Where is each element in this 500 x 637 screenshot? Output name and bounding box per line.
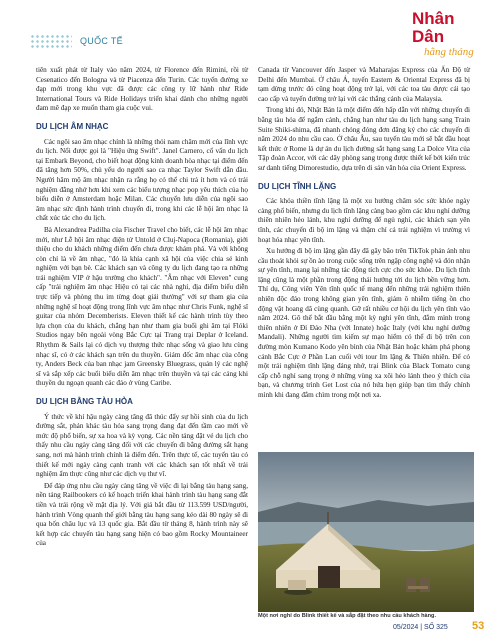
paragraph: Các ngôi sao âm nhạc chính là những thỏi nam châm mới của lĩnh vực du lịch. Nổi được gọi là "Hiệu ứng Swift". Janel Carnero, cố vấn du lịch tại Embark Beyond, cho biết hoạt động kinh doanh hòa nhạc tại điểm đến đã tăng hơn 50%, chủ yếu do người sao ca nhạc Taylor Swift dẫn đầu. Người hâm mộ âm nhạc nhận ra rằng họ có thể chi trả ít hơn và có trải nghiệm đẳng nhớ hơn khi xem các biểu tượng nhạc pop yêu thích của họ biểu diễn ở Amsterdam hoặc Milan. Các chuyến lưu diễn của ngôi sao âm nhạc sức định hành trình chuyến đi, trong khi các lễ hội âm nhạc là chất xúc tác cho du lịch. — [36, 137, 248, 223]
separator: | — [420, 624, 425, 631]
logo-title: Nhân Dân — [412, 9, 455, 46]
photo-caption: Một nơi nghỉ do Blink thiết kế và sắp đặt theo nhu cầu khách hàng. — [258, 613, 437, 619]
paragraph: Xu hướng đi bộ im lặng gần đây đã gây bão trên TikTok phản ánh nhu cầu thoát khỏi sự ồn ào trong cuộc sống trên ngập công nghệ và đón nhận sự yên tĩnh, mang lại những tác động tích cực cho sức khỏe. Du lịch tĩnh lặng cũng là một phần trong động thái hướng tới du lịch bền vững hơn. Thí dụ, Công viên Yên tĩnh quốc tế mang đến những trải nghiệm thiên nhiên độc đáo trong không gian yên tĩnh, giảm ô nhiễm tiếng ồn cho động vật hoang dã cùng quanh. Gỡ rất nhiều cơ hội du lịch yên tĩnh vào năm 2024. Gõ thể bắt đầu bằng một kỳ nghỉ yên tĩnh, đắm mình trong thiên nhiên ở Đỉ Đảo Nha (với Innate) hoặc Italy (với khu nghỉ dưỡng Mandali). Những người tìm kiếm sự mạo hiểm có thể đi bộ trên con đường mòn Kumano Kodo yên bình của Nhật Bản hoặc khám phá phong cảnh Bắc Cực ở Phần Lan cuối với tour Im lặng & Thiên nhiên. Để có một trải nghiệm tĩnh lặng đáng nhớ, trại Blink của Black Tomato cung cấp chỗ nghỉ sang trọng ở những vùng xa xôi hẻo lánh theo ý thích của bạn, và chương trình Get Lost của nó hứa hẹn giúp bạn tìm thấy chính mình khi đang đắm chìm trong một nơi xa. — [258, 247, 470, 399]
glamping-photo — [258, 452, 474, 612]
decorative-dots — [30, 34, 72, 48]
paragraph: Bà Alexandrea Padilha của Fischer Travel cho biết, các lễ hội âm nhạc mới, như Lễ hội âm nhạc điện tử Untold ở Cluj-Napoca (Romania), giới thiệu cho du khách những điểm đến chưa được khám phá. Và với không còn chỉ là về âm nhạc, "đó là khía cạnh xã hội của việc chia sẻ kinh nghiệm với bạn bè. Các khách sạn và công ty du lịch đang tạo ra những trải nghiệm VIP ở hậu trường cho khách". "Âm nhạc với Eleven" cung cấp "trải nghiệm âm nhạc Hiệu có tại các nhà nghỉ, địa điểm biểu diễn trực tiếp và phòng thu im từng đoạt giải thưởng" với sự tham gia của những nghệ sĩ hoạt động trong lĩnh vực âm nhạc như Chris Funk, nghệ sĩ guitar của nhóm Decemberists. Eleven thiết kế các hành trình tùy theo lựa chọn của du khách, chẳng hạn như tham gia buổi ghi âm tại Flóki Studios ngay bên ngoài vòng Bắc Cực tại Trang trại Deplar ở Iceland. Rhythm & Sails lại có dịch vụ thượng thức nhạc sống và giao lưu cùng nhạc sĩ, có ở các khách sạn trên du thuyền. Giám đốc âm nhạc của công ty, Anders Beck của ban nhạc jam Greensky Bluegrass, quản lý các nghệ sĩ và sắp xếp các buổi biểu diễn âm nhạc trên thuyền và tại các cảng khi thuyền du ngoạn quanh các đảo ở vùng Caribe. — [36, 225, 248, 388]
issue-info — [393, 624, 448, 631]
paragraph: Để đáp ứng nhu cầu ngày càng tăng về việc đi lại bằng tàu hạng sang, nền tảng Railbookers có kế hoạch triển khai hành trình tàu hạng sang đắt tiền và trải rộng về mặt địa lý. Với giá bắt đầu từ 113.599 USD/người, hành trình Vòng quanh thế giới bằng tàu hạng sang kéo dài 80 ngày sẽ đi qua bốn châu lục và 13 quốc gia. Bắt đầu từ tháng 8, hành trình này sẽ kết hợp các chuyến tàu hạng sang hiện có bao gồm Rocky Mountaineer của — [36, 481, 248, 548]
paragraph: Trong khi đó, Nhật Bản là một điểm đến hấp dẫn với những chuyến đi bằng tàu hỏa để ngắm cảnh, chẳng hạn như tàu du lịch hạng sang Train Suite Shiki-shima, đã nhanh chóng đóng đơn đăng ký cho các chuyến đi năm 2024 do nhu cầu cao. Ở châu Âu, sau tuyến tàu mới sẽ bắt đầu hoạt kết thức ở Rome là dự án du lịch đường sắt hạng sang La Dolce Vita của Tập đoàn Accor, với các dãy phòng sang trọng được thiết kế bởi kiến trúc sư danh tiếng Dimorestudio, dựa trên di sản văn hóa của Orient Express. — [258, 106, 470, 172]
page-header — [0, 0, 500, 68]
publication-logo — [412, 9, 482, 58]
paragraph: Các khóa thiền tĩnh lặng là một xu hướng chăm sóc sức khỏe ngày càng phổ biến, nhưng du lịch tĩnh lặng càng bao gồm các khu nghỉ dưỡng thiên nhiên hẻo lánh, khu nghỉ dưỡng để ngủ nghỉ, các khách sạn yên tĩnh, các chuyến đi bộ im lặng và thậm chí cả trải nghiệm vì trường vì hoạt hóa nhạc yên tĩnh. — [258, 197, 470, 244]
intro-paragraph: tiên xuất phát từ Italy vào năm 2024, từ Florence đến Rimini, rồi từ Cesenatico đến Bologna và từ Piacenza đến Turin. Các tuyến đường xe đạp mới trong khu vực đã được các công ty lữ hành như Ride International Tours và Ride Holidays triển khai dành cho những người đam mê đạp xe muốn tham gia cuộc vui. — [36, 66, 248, 113]
logo-subtitle: hằng tháng — [424, 46, 474, 58]
left-column — [36, 66, 248, 551]
heading-music-tourism: DU LỊCH ÂM NHẠC — [36, 121, 109, 131]
heading-quiet-tourism: DU LỊCH TĨNH LẶNG — [258, 181, 337, 191]
issue-number: SỐ 325 — [424, 624, 448, 631]
issue-date: 05/2024 — [393, 624, 419, 631]
page-number: 53 — [472, 620, 485, 632]
right-column — [258, 66, 470, 403]
section-label: QUỐC TẾ — [80, 36, 123, 46]
paragraph: Ý thức về khí hậu ngày càng tăng đã thúc đẩy sự hồi sinh của du lịch đường sắt, phản khác tàu hỏa sang trọng đang đạt đến tầm cao mới về mức độ phổ biến, sự xa hoa và kỳ vọng. Các nền tảng đặt vé du lịch cho thấy nhu cầu ngày càng tăng đối với các chuyến đi bằng đường sắt hạng sang, nơi mà hành trình chính là điểm đến. Trên thực tế, các tuyến tàu có thiết kế mới ngày càng cạnh tranh với các khách sạn tốt nhất về trải nghiệm ẩm thực cũng như các dịch vụ thư vĩ. — [36, 412, 248, 479]
heading-rail-tourism: DU LỊCH BẰNG TÀU HỎA — [36, 397, 133, 406]
paragraph: Canada từ Vancouver đến Jasper và Maharajas Express của Ấn Độ từ Delhi đến Mumbai. Ở châu Á, tuyến Eastern & Oriental Express đã bị tạm dừng trước đó cũng hoạt động trở lại, với các toa tàu được cải tạo cao cấp và tuyến đường trở lại với các thắng cảnh của Malaysia. — [258, 66, 470, 103]
